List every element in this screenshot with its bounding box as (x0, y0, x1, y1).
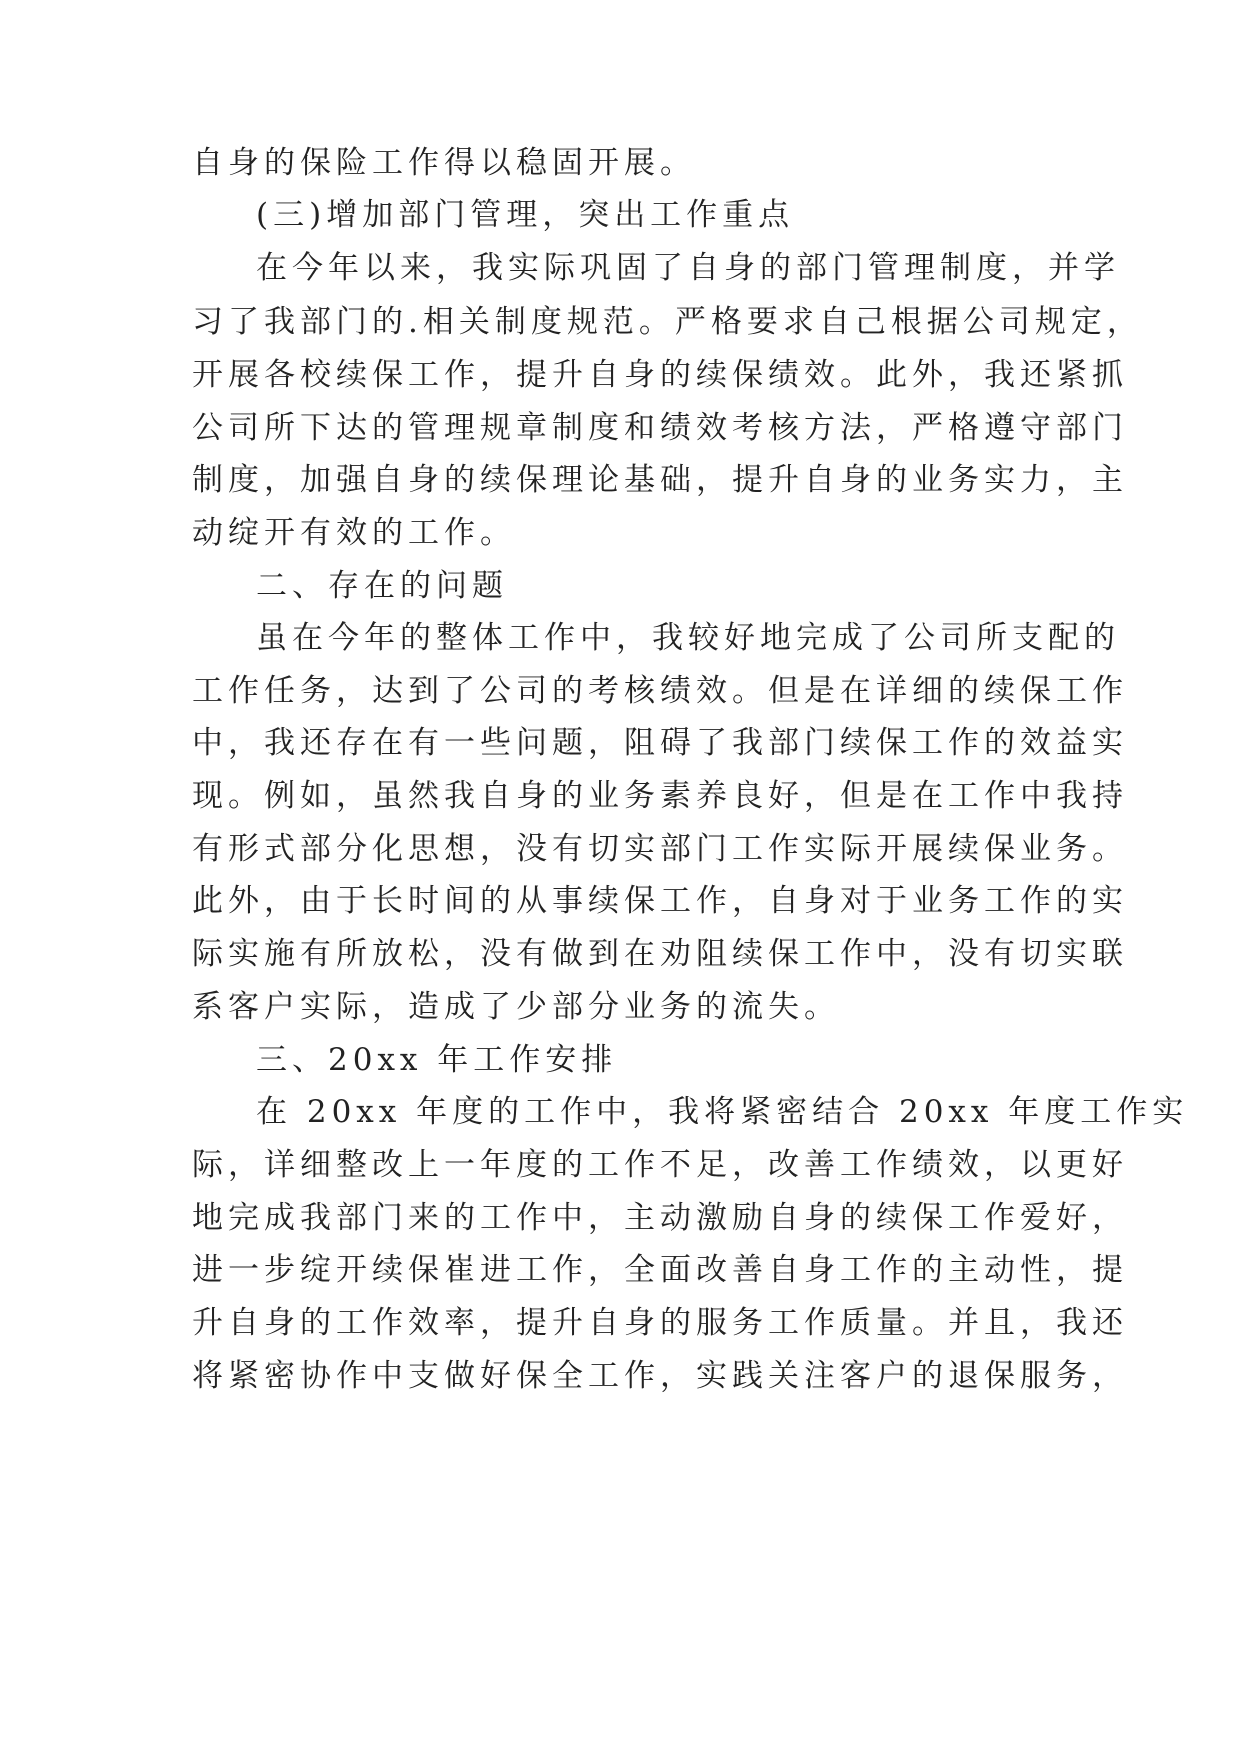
paragraph-line: 升自身的工作效率，提升自身的服务工作质量。并且，我还 (192, 1305, 1128, 1341)
paragraph-line: 习了我部门的.相关制度规范。严格要求自己根据公司规定， (192, 304, 1143, 340)
paragraph-line: 现。例如，虽然我自身的业务素养良好，但是在工作中我持 (192, 778, 1128, 814)
paragraph-line: 地完成我部门来的工作中，主动激励自身的续保工作爱好， (192, 1200, 1128, 1236)
section-heading: 三、20xx 年工作安排 (256, 1042, 618, 1078)
paragraph-line: 制度，加强自身的续保理论基础，提升自身的业务实力，主 (192, 462, 1128, 498)
paragraph-line: 此外，由于长时间的从事续保工作，自身对于业务工作的实 (192, 883, 1128, 919)
paragraph-line: 将紧密协作中支做好保全工作，实践关注客户的退保服务， (192, 1358, 1128, 1394)
paragraph-line: 际实施有所放松，没有做到在劝阻续保工作中，没有切实联 (192, 936, 1128, 972)
paragraph-line: 中，我还存在有一些问题，阻碍了我部门续保工作的效益实 (192, 725, 1128, 761)
paragraph-line: 公司所下达的管理规章制度和绩效考核方法，严格遵守部门 (192, 410, 1128, 446)
paragraph-line: 际，详细整改上一年度的工作不足，改善工作绩效，以更好 (192, 1147, 1128, 1183)
paragraph-line: 进一步绽开续保崔进工作，全面改善自身工作的主动性，提 (192, 1252, 1128, 1288)
paragraph-line: 工作任务，达到了公司的考核绩效。但是在详细的续保工作 (192, 673, 1128, 709)
paragraph-line: 有形式部分化思想，没有切实部门工作实际开展续保业务。 (192, 831, 1128, 867)
paragraph-line: 自身的保险工作得以稳固开展。 (192, 145, 696, 181)
section-heading: (三)增加部门管理，突出工作重点 (256, 197, 795, 233)
section-heading: 二、存在的问题 (256, 568, 508, 604)
paragraph-line: 系客户实际，造成了少部分业务的流失。 (192, 989, 840, 1025)
paragraph-line: 动绽开有效的工作。 (192, 515, 516, 551)
paragraph-line: 开展各校续保工作，提升自身的续保绩效。此外，我还紧抓 (192, 357, 1128, 393)
paragraph-line: 在今年以来，我实际巩固了自身的部门管理制度，并学 (256, 250, 1120, 286)
paragraph-line: 在 20xx 年度的工作中，我将紧密结合 20xx 年度工作实 (256, 1094, 1189, 1130)
paragraph-line: 虽在今年的整体工作中，我较好地完成了公司所支配的 (256, 620, 1120, 656)
